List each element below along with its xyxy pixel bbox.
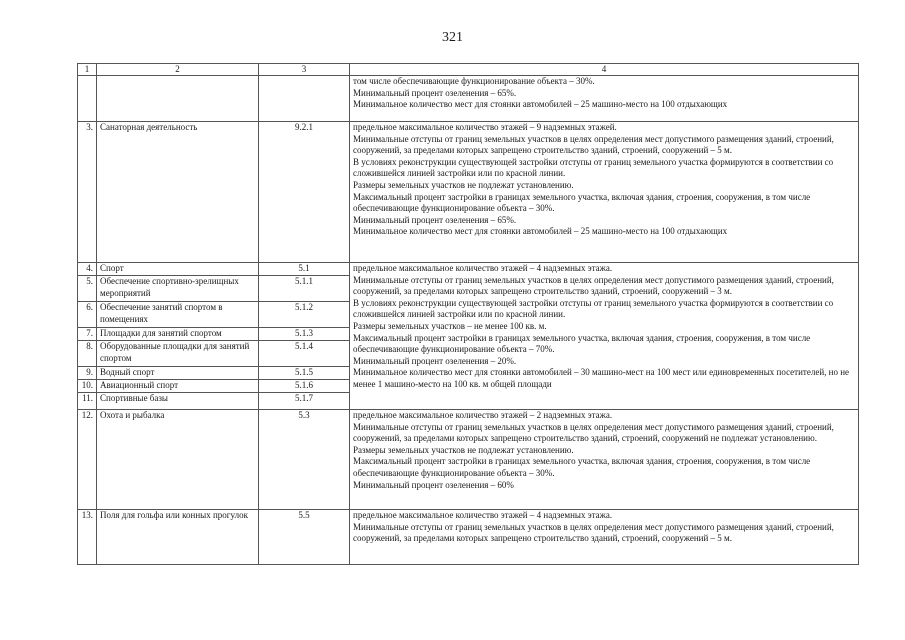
row-number: 5.	[78, 276, 97, 302]
requirements-text: предельное максимальное количество этажей – 9 надземных этажей. Минимальные отступы от границ земельных участков в целях определения мест допустимого размещения зданий, строений, сооружений, за пределами которых запрещено строительство зданий, строений, сооружений – 5 м. В условиях реконструкции существующей застройки отступы от границ земельного участка формируются в соответствии со сложившейся линией застройки или по красной линии. Размеры земельных участков не подлежат установлению. Максимальный процент застройки в границах земельного участка, включая здания, строения, сооружения, в том числе обеспечивающие функционирование объекта – 30%. Минимальный процент озеленения – 65%. Минимальное количество мест для стоянки автомобилей – 25 машино-место на 100 отдыхающих	[350, 122, 859, 263]
header-col-1: 1	[78, 64, 97, 76]
use-name	[97, 76, 259, 122]
header-col-3: 3	[259, 64, 350, 76]
use-name: Поля для гольфа или конных прогулок	[97, 510, 259, 565]
table-row	[78, 76, 859, 122]
page-number: 321	[442, 30, 463, 45]
use-name: Охота и рыбалка	[97, 410, 259, 510]
use-code: 5.3	[259, 410, 350, 510]
table-row	[78, 122, 859, 263]
use-name: Спорт	[97, 263, 259, 276]
use-name: Авиационный спорт	[97, 380, 259, 393]
land-use-table	[77, 63, 859, 565]
use-name: Обеспечение спортивно-зрелищных мероприятий	[97, 276, 259, 302]
use-code: 5.5	[259, 510, 350, 565]
row-number: 13.	[78, 510, 97, 565]
use-code: 5.1	[259, 263, 350, 276]
requirements-text: предельное максимальное количество этажей – 4 надземных этажа. Минимальные отступы от границ земельных участков в целях определения мест допустимого размещения зданий, строений, сооружений, за пределами которых запрещено строительство зданий, строений, сооружений – 5 м.	[350, 510, 859, 565]
use-name: Спортивные базы	[97, 393, 259, 410]
use-code: 5.1.7	[259, 393, 350, 410]
row-number: 4.	[78, 263, 97, 276]
row-number: 10.	[78, 380, 97, 393]
table-row	[78, 410, 859, 510]
sport-requirements-text: предельное максимальное количество этажей – 4 надземных этажа. Минимальные отступы от границ земельных участков в целях определения мест допустимого размещения зданий, строений, сооружений, за пределами которых запрещено строительство зданий, строений, сооружений – 3 м. В условиях реконструкции существующей застройки отступы от границ земельного участка формируются в соответствии со сложившейся линией застройки или по красной линии. Размеры земельных участков – не менее 100 кв. м. Максимальный процент застройки в границах земельного участка, включая здания, строения, сооружения, в том числе обеспечивающие функционирование объекта – 70%. Минимальный процент озеленения – 20%. Минимальное количество мест для стоянки автомобилей – 30 машино-мест на 100 мест или единовременных посетителей, но не менее 1 машино-место на 100 кв. м общей площади	[350, 263, 859, 410]
row-number: 12.	[78, 410, 97, 510]
use-code: 5.1.6	[259, 380, 350, 393]
use-code: 9.2.1	[259, 122, 350, 263]
table-row	[78, 263, 859, 276]
use-name: Водный спорт	[97, 367, 259, 380]
use-name: Площадки для занятий спортом	[97, 328, 259, 341]
use-code: 5.1.1	[259, 276, 350, 302]
use-code: 5.1.3	[259, 328, 350, 341]
row-number: 6.	[78, 302, 97, 328]
row-number: 11.	[78, 393, 97, 410]
row-number	[78, 76, 97, 122]
table-header-row	[78, 64, 859, 76]
row-number: 8.	[78, 341, 97, 367]
use-name: Обеспечение занятий спортом в помещениях	[97, 302, 259, 328]
row-number: 7.	[78, 328, 97, 341]
use-code: 5.1.4	[259, 341, 350, 367]
row-number: 9.	[78, 367, 97, 380]
use-code	[259, 76, 350, 122]
use-code: 5.1.5	[259, 367, 350, 380]
use-name: Оборудованные площадки для занятий спортом	[97, 341, 259, 367]
row-number: 3.	[78, 122, 97, 263]
requirements-text: том числе обеспечивающие функционирование объекта – 30%. Минимальный процент озеленения – 65%. Минимальное количество мест для стоянки автомобилей – 25 машино-место на 100 отдыхающих	[350, 76, 859, 122]
use-name: Санаторная деятельность	[97, 122, 259, 263]
table-row	[78, 510, 859, 565]
header-col-4: 4	[350, 64, 859, 76]
requirements-text: предельное максимальное количество этажей – 2 надземных этажа. Минимальные отступы от границ земельных участков в целях определения мест допустимого размещения зданий, строений, сооружений, за пределами которых запрещено строительство зданий, строений, сооружений не подлежат установлению. Размеры земельных участков не подлежат установлению. Максимальный процент застройки в границах земельного участка, включая здания, строения, сооружения, в том числе обеспечивающие функционирование объекта – 30%. Минимальный процент озеленения – 60%	[350, 410, 859, 510]
use-code: 5.1.2	[259, 302, 350, 328]
header-col-2: 2	[97, 64, 259, 76]
